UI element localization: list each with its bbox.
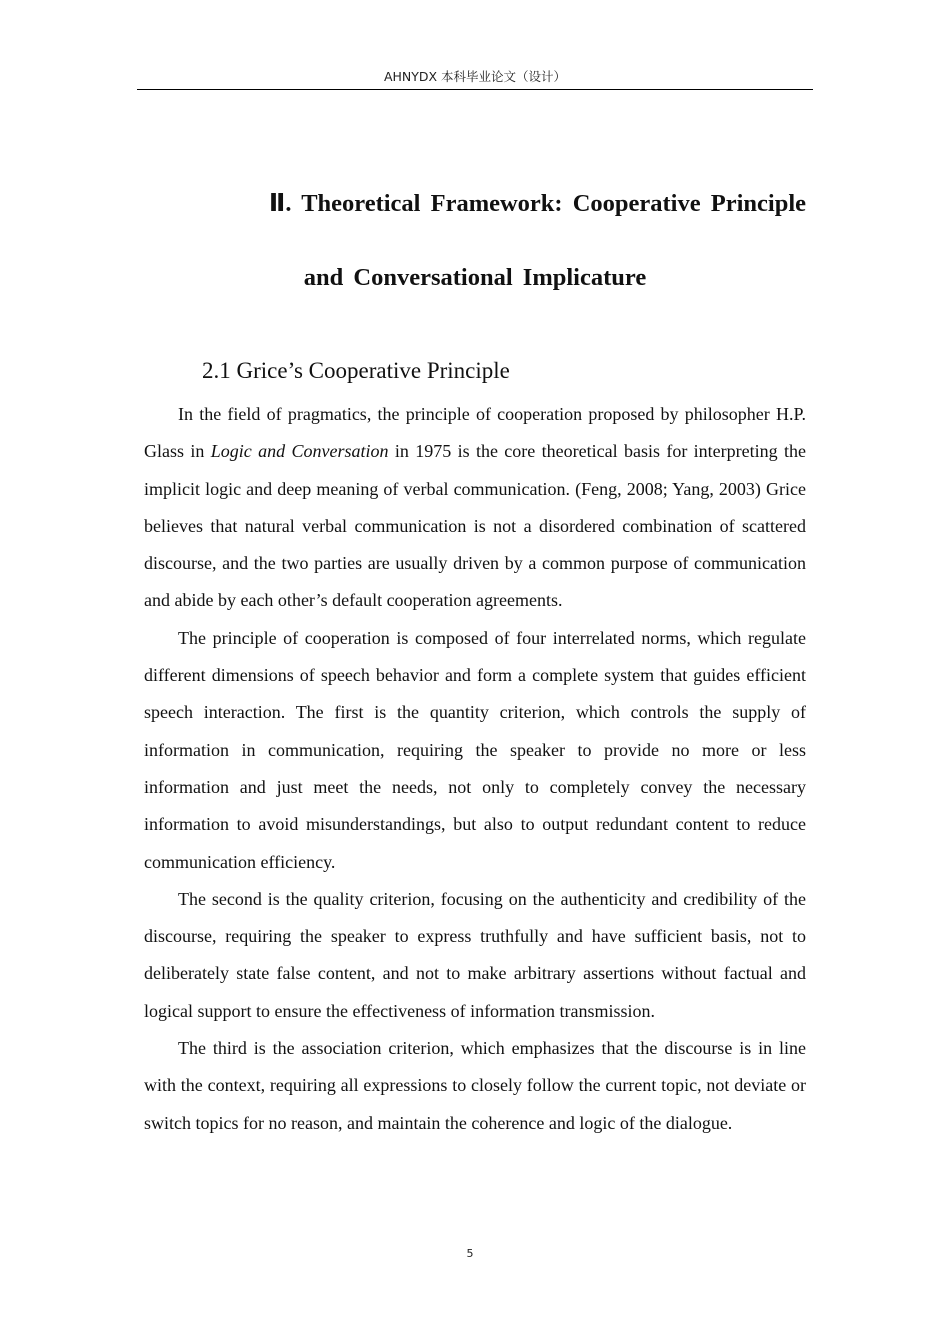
running-header	[137, 68, 813, 90]
chapter-numeral-suffix: .	[285, 190, 292, 217]
section-heading	[202, 358, 510, 384]
paragraph-1	[144, 396, 806, 620]
chapter-numeral: Ⅱ	[268, 188, 286, 217]
chapter-title-text-1: Theoretical Framework: Cooperative Principle	[301, 190, 806, 217]
page-number-text: 5	[466, 1247, 474, 1260]
paragraph-3: The second is the quality criterion, focusing on the authenticity and credibility of the discourse, requiring the speaker to express truthfully and have sufficient basis, not to deliberately state false content, and not to make arbitrary assertions without factual and logical support to ensure the effectiveness of information transmission.	[144, 888, 806, 1021]
chapter-title-line-1	[144, 188, 806, 218]
paragraph-1-rest: in 1975 is the core theoretical basis for interpreting the implicit logic and deep meaning of verbal communication. (Feng, 2008; Yang, 2003) Grice believes that natural verbal communication is not a disordered combination of scattered discourse, and the two parties are usually driven by a common purpose of communication and abide by each other’s default cooperation agreements.	[144, 441, 807, 611]
book-title: Logic and Conversation	[210, 441, 389, 462]
body-text	[144, 396, 806, 1142]
paragraph-4: The third is the association criterion, which emphasizes that the discourse is in line with the context, requiring all expressions to closely follow the current topic, not deviate or switch topics for no reason, and maintain the coherence and logic of the dialogue.	[144, 1038, 806, 1133]
section-heading-text: 2.1 Grice’s Cooperative Principle	[202, 358, 510, 383]
page-number	[0, 1247, 940, 1260]
chapter-title-text-2: and Conversational Implicature	[303, 264, 647, 291]
paragraph-2: The principle of cooperation is composed of four interrelated norms, which regulate different dimensions of speech behavior and form a complete system that guides efficient speech interaction. The first is the quantity criterion, which controls the supply of information in communication, requiring the speaker to provide no more or less information and just meet the needs, not only to completely convey the necessary information to avoid misunderstandings, but also to output redundant content to reduce communication efficiency.	[144, 627, 806, 872]
paragraph-1-lead: In the field of pragmatics, the principle of cooperation proposed by philosopher H.P. Glass in	[144, 404, 806, 462]
running-header-text: AHNYDX 本科毕业论文（设计）	[383, 69, 567, 84]
chapter-title-line-2	[144, 264, 806, 292]
